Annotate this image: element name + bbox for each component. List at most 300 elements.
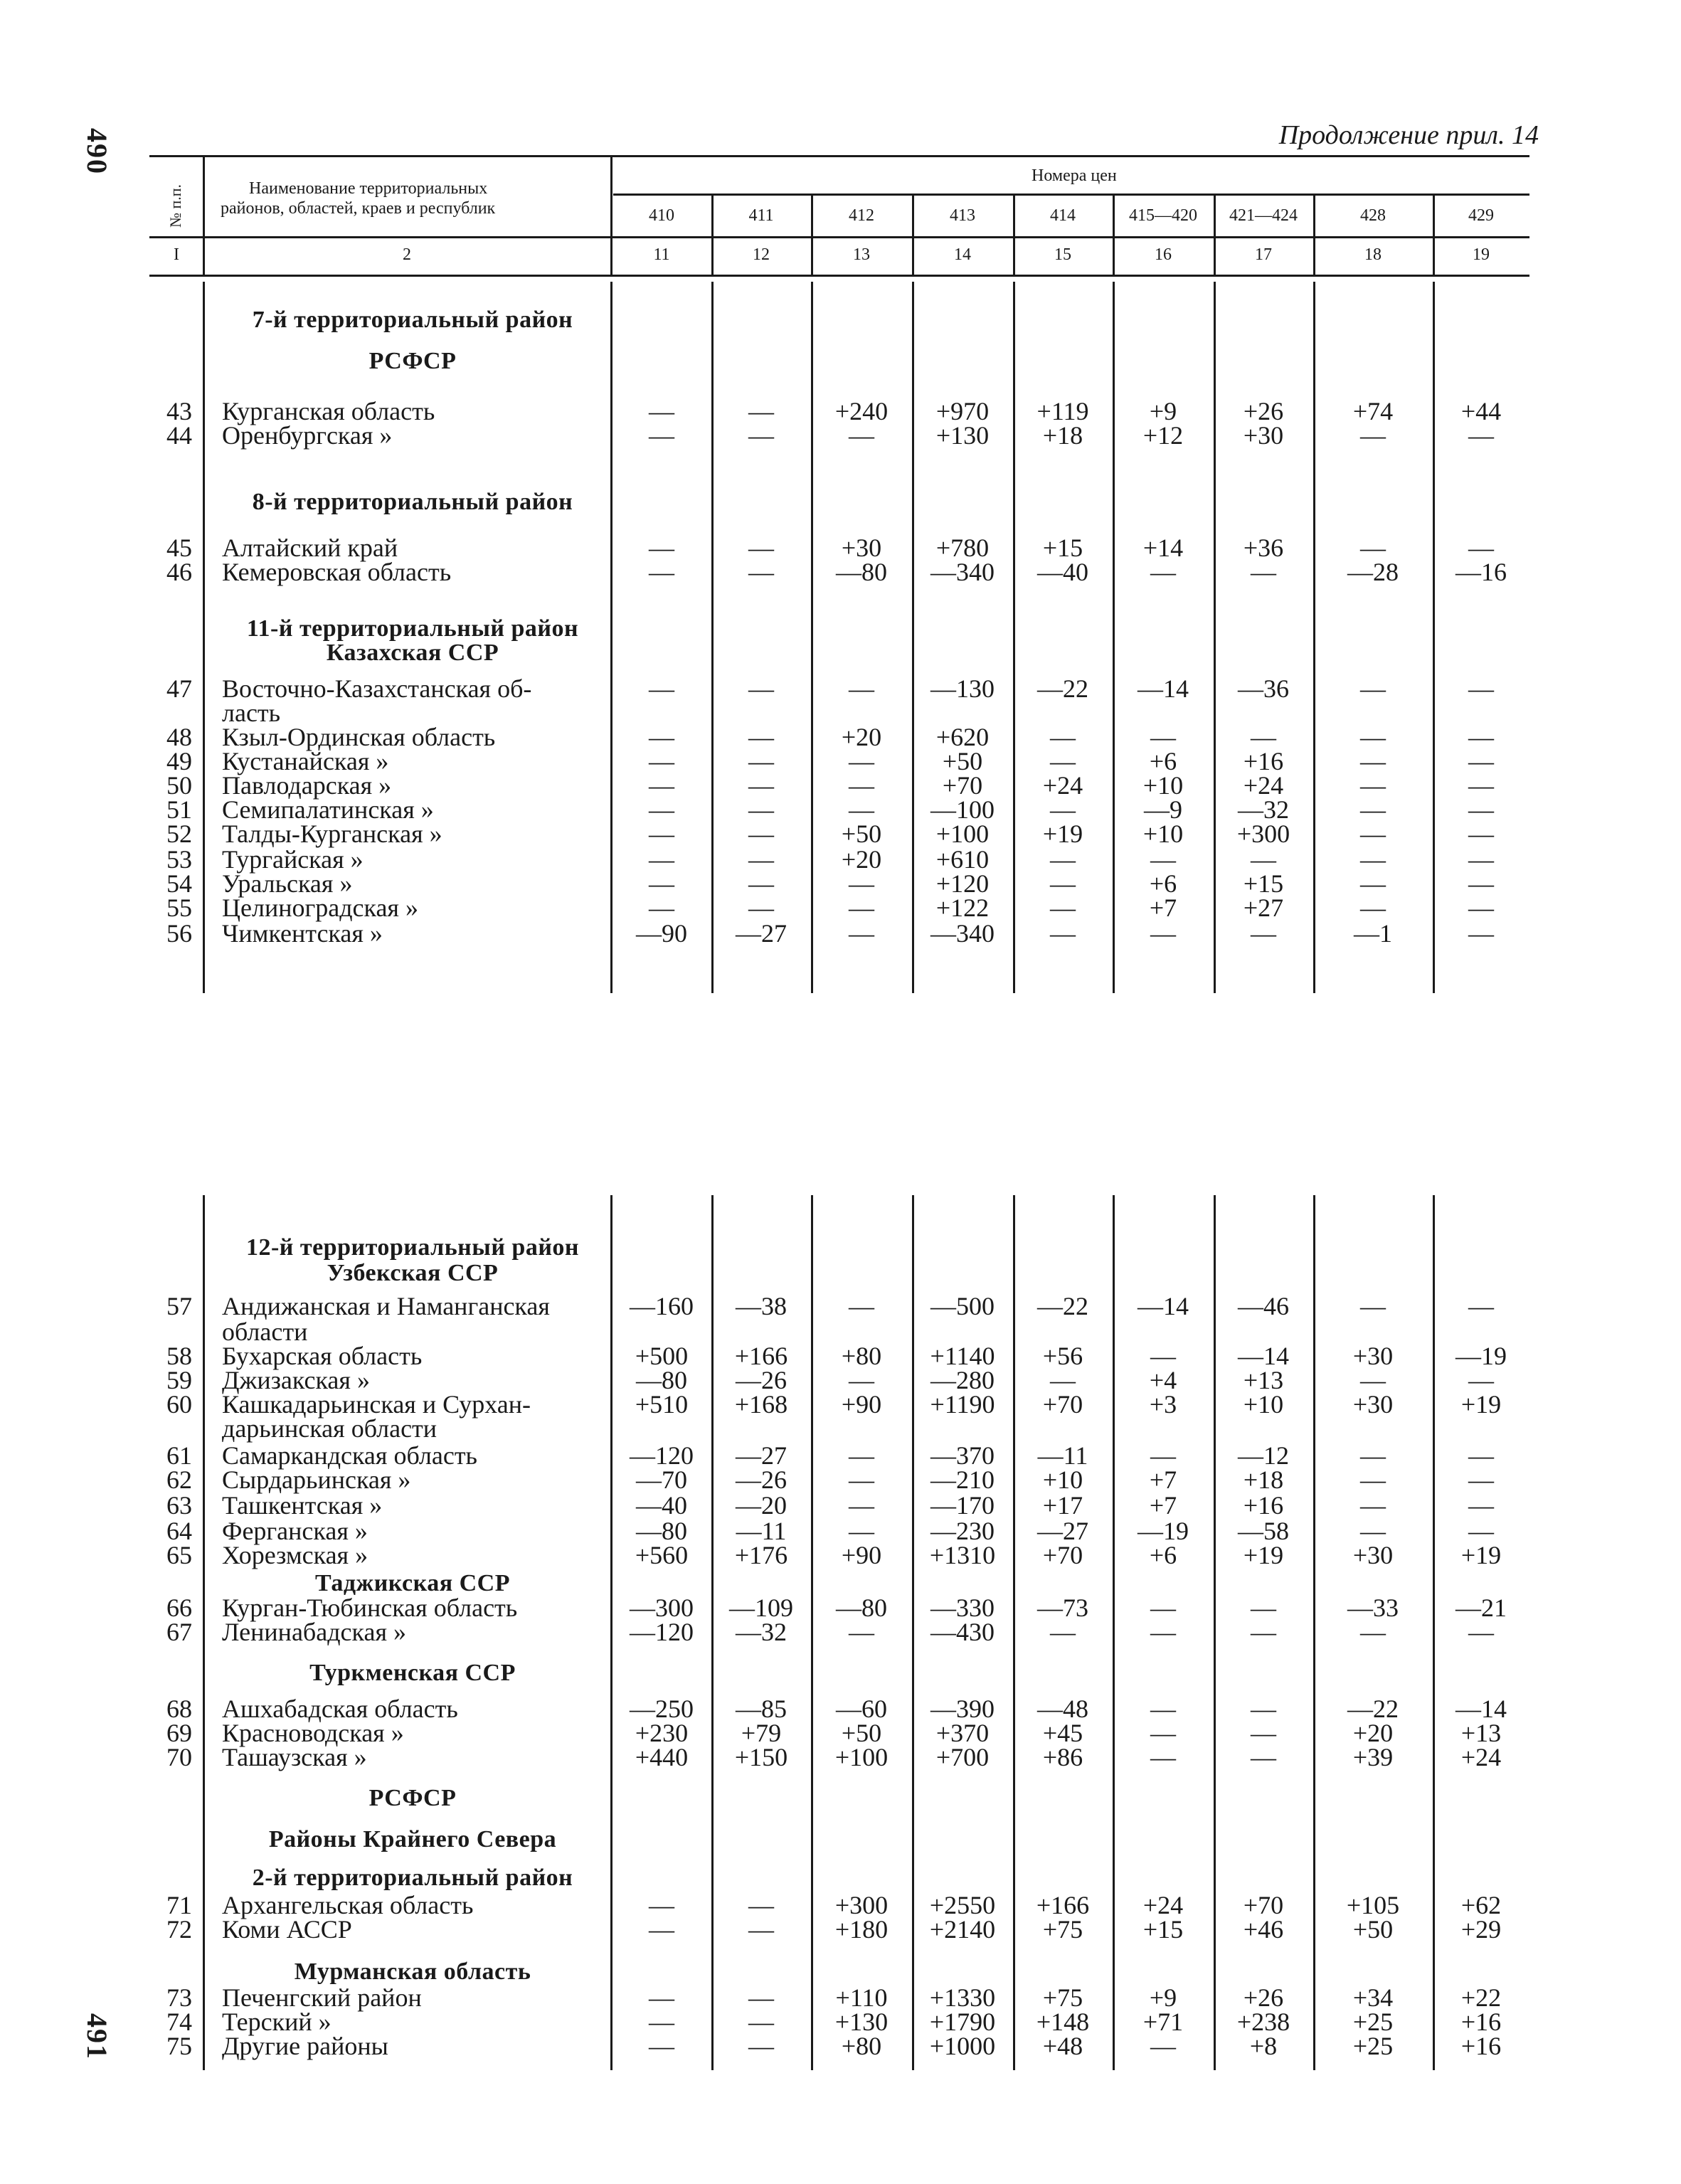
row-price-value: +620: [935, 723, 990, 751]
row-price-value: +10: [1142, 771, 1184, 800]
row-price-value: —11: [736, 1517, 787, 1545]
header-col-number: 16: [1155, 245, 1172, 264]
row-price-value: +1310: [929, 1541, 996, 1569]
row-price-value: —40: [1037, 558, 1088, 586]
header-col-number: 15: [1054, 245, 1071, 264]
table-row: [0, 1467, 1681, 1493]
row-price-value: —: [748, 771, 774, 800]
table-row: [0, 1293, 1681, 1319]
row-price-value: +440: [635, 1743, 689, 1771]
row-price-value: —32: [1238, 795, 1289, 824]
row-price-value: +238: [1236, 2008, 1290, 2036]
row-price-value: +18: [1042, 421, 1083, 450]
row-price-value: —: [1150, 845, 1176, 874]
table-row: [0, 1367, 1681, 1393]
row-price-value: +1190: [930, 1390, 995, 1419]
row-number: 48: [166, 723, 192, 751]
row-number: 53: [166, 845, 192, 874]
row-price-value: +168: [734, 1390, 788, 1419]
row-number: 66: [166, 1594, 192, 1622]
row-price-value: +70: [942, 771, 983, 800]
row-price-value: +1140: [930, 1342, 995, 1370]
row-price-value: +166: [1036, 1891, 1090, 1919]
row-number: 73: [166, 1983, 192, 2012]
row-price-value: —: [1360, 771, 1386, 800]
row-price-value: +86: [1042, 1743, 1083, 1771]
row-price-value: —: [849, 1441, 874, 1470]
row-price-value: —: [849, 747, 874, 775]
row-price-value: —22: [1037, 674, 1088, 703]
row-price-value: —: [1050, 795, 1076, 824]
table-row: [0, 1542, 1681, 1568]
section-8th-district: 8-й территориальный район: [252, 489, 573, 515]
table-row: [0, 423, 1681, 448]
row-price-value: +510: [635, 1390, 689, 1419]
row-region-name: Ферганская »: [222, 1517, 368, 1545]
row-region-name: Архангельская область: [222, 1891, 474, 1919]
section-kazakh-ssr: Казахская ССР: [326, 640, 499, 666]
row-number: 62: [166, 1465, 192, 1494]
row-price-value: +700: [935, 1743, 990, 1771]
row-price-value: +500: [635, 1342, 689, 1370]
header-col-number: 2: [403, 245, 411, 264]
row-price-value: +10: [1243, 1390, 1284, 1419]
row-price-value: +15: [1042, 534, 1083, 562]
header-col-number: 11: [653, 245, 670, 264]
row-price-value: +166: [734, 1342, 788, 1370]
row-price-value: —: [649, 894, 674, 922]
row-region-name: Курганская область: [222, 397, 435, 425]
row-price-value: —340: [930, 919, 995, 948]
row-number: 65: [166, 1541, 192, 1569]
row-price-value: —: [1360, 1441, 1386, 1470]
row-price-value: +4: [1149, 1366, 1177, 1394]
header-price-col: 410: [649, 206, 674, 225]
row-price-value: —: [1050, 723, 1076, 751]
row-price-value: +15: [1243, 869, 1284, 898]
row-region-name: дарьинская области: [222, 1414, 438, 1443]
row-price-value: +100: [935, 820, 990, 848]
row-region-name: Хорезмская »: [222, 1541, 368, 1569]
row-price-value: +39: [1352, 1743, 1394, 1771]
row-price-value: —9: [1144, 795, 1182, 824]
row-price-value: +45: [1042, 1719, 1083, 1747]
row-price-value: —: [649, 820, 674, 848]
row-price-value: —1: [1354, 919, 1392, 948]
row-price-value: —: [1251, 1743, 1276, 1771]
row-price-value: —46: [1238, 1292, 1289, 1320]
row-price-value: +46: [1243, 1915, 1284, 1944]
header-price-col: 412: [849, 206, 874, 225]
table-row: [0, 1619, 1681, 1645]
section-turkmen-ssr: Туркменская ССР: [309, 1660, 516, 1686]
row-price-value: —: [849, 1491, 874, 1520]
row-price-value: —: [1050, 1366, 1076, 1394]
row-price-value: +25: [1352, 2008, 1394, 2036]
row-price-value: +10: [1042, 1465, 1083, 1494]
row-price-value: —48: [1037, 1695, 1088, 1723]
row-price-value: —: [649, 723, 674, 751]
row-number: 71: [166, 1891, 192, 1919]
row-region-name: Самаркандская область: [222, 1441, 477, 1470]
row-price-value: —: [1150, 1618, 1176, 1646]
section-rsfsr-upper: РСФСР: [368, 348, 457, 374]
row-region-name: Ашхабадская область: [222, 1695, 458, 1723]
table-row: [0, 700, 1681, 726]
row-price-value: —: [1251, 1594, 1276, 1622]
row-price-value: +20: [841, 723, 882, 751]
row-price-value: —58: [1238, 1517, 1289, 1545]
row-number: 57: [166, 1292, 192, 1320]
row-price-value: —: [1468, 1618, 1494, 1646]
row-region-name: Оренбургская »: [222, 421, 393, 450]
page-number-top: 490: [81, 128, 113, 175]
row-price-value: —: [1150, 558, 1176, 586]
row-price-value: +1000: [929, 2032, 996, 2060]
row-price-value: —33: [1347, 1594, 1399, 1622]
header-name-label-2: районов, областей, краев и республик: [221, 199, 496, 218]
row-price-value: +24: [1243, 771, 1284, 800]
row-price-value: +20: [1352, 1719, 1394, 1747]
section-far-north: Районы Крайнего Севера: [268, 1826, 557, 1852]
row-price-value: +6: [1149, 747, 1177, 775]
table-row: [0, 724, 1681, 750]
row-price-value: +44: [1460, 397, 1502, 425]
row-price-value: —: [1150, 1594, 1176, 1622]
row-price-value: —: [1150, 919, 1176, 948]
row-price-value: —: [748, 1983, 774, 2012]
row-price-value: —90: [636, 919, 687, 948]
header-bottom-rule: [149, 275, 1529, 277]
row-price-value: —: [1360, 1465, 1386, 1494]
row-price-value: —: [1360, 894, 1386, 922]
row-number: 47: [166, 674, 192, 703]
row-price-value: +110: [835, 1983, 888, 2012]
row-price-value: —: [1251, 919, 1276, 948]
row-region-name: Чимкентская »: [222, 919, 383, 948]
row-price-value: —: [1468, 723, 1494, 751]
row-price-value: —19: [1138, 1517, 1189, 1545]
row-price-value: +180: [834, 1915, 889, 1944]
row-price-value: +15: [1142, 1915, 1184, 1944]
row-price-value: +50: [942, 747, 983, 775]
row-price-value: +1330: [929, 1983, 996, 2012]
row-number: 63: [166, 1491, 192, 1520]
row-price-value: —: [748, 1915, 774, 1944]
row-price-value: —: [849, 1618, 874, 1646]
row-price-value: +7: [1149, 1491, 1177, 1520]
row-price-value: —12: [1238, 1441, 1289, 1470]
table-row: [0, 921, 1681, 946]
row-region-name: Сырдарьинская »: [222, 1465, 411, 1494]
row-price-value: +50: [841, 820, 882, 848]
row-price-value: +75: [1042, 1983, 1083, 2012]
row-price-value: —340: [930, 558, 995, 586]
row-price-value: —: [849, 421, 874, 450]
row-price-value: —: [748, 869, 774, 898]
row-price-value: +122: [935, 894, 990, 922]
row-region-name: Другие районы: [222, 2032, 388, 2060]
row-price-value: —21: [1455, 1594, 1507, 1622]
row-region-name: Алтайский край: [222, 534, 398, 562]
row-region-name: ласть: [222, 699, 281, 727]
row-number: 43: [166, 397, 192, 425]
row-number: 59: [166, 1366, 192, 1394]
header-price-rule: [613, 194, 1529, 196]
row-price-value: +16: [1243, 1491, 1284, 1520]
row-price-value: +30: [1352, 1390, 1394, 1419]
row-price-value: +10: [1142, 820, 1184, 848]
row-price-value: —36: [1238, 674, 1289, 703]
table-row: [0, 1892, 1681, 1918]
section-rsfsr-lower: РСФСР: [368, 1785, 457, 1811]
row-price-value: —26: [736, 1366, 787, 1394]
table-row: [0, 773, 1681, 798]
table-row: [0, 2009, 1681, 2035]
row-price-value: +19: [1243, 1541, 1284, 1569]
row-price-value: +18: [1243, 1465, 1284, 1494]
row-price-value: +130: [834, 2008, 889, 2036]
table-row: [0, 676, 1681, 701]
table-row: [0, 398, 1681, 424]
table-row: [0, 1518, 1681, 1544]
row-price-value: —: [649, 558, 674, 586]
row-price-value: —85: [736, 1695, 787, 1723]
header-price-col: 415—420: [1129, 206, 1197, 225]
table-row: [0, 1595, 1681, 1621]
row-price-value: —: [748, 534, 774, 562]
row-price-value: —120: [630, 1618, 694, 1646]
row-price-value: —: [649, 674, 674, 703]
row-price-value: —: [1360, 795, 1386, 824]
row-number: 70: [166, 1743, 192, 1771]
table-row: [0, 1493, 1681, 1518]
row-price-value: —: [1251, 1618, 1276, 1646]
row-price-value: +80: [841, 1342, 882, 1370]
row-price-value: —20: [736, 1491, 787, 1520]
row-price-value: +16: [1243, 747, 1284, 775]
row-number: 56: [166, 919, 192, 948]
row-price-value: —280: [930, 1366, 995, 1394]
row-price-value: —: [1360, 869, 1386, 898]
header-col-number: I: [174, 245, 179, 264]
row-price-value: —14: [1238, 1342, 1289, 1370]
row-price-value: +148: [1036, 2008, 1090, 2036]
row-price-value: —27: [736, 1441, 787, 1470]
row-price-value: —: [1050, 869, 1076, 898]
row-price-value: +9: [1149, 397, 1177, 425]
row-price-value: +13: [1460, 1719, 1502, 1747]
row-price-value: —: [748, 2032, 774, 2060]
row-price-value: —: [748, 894, 774, 922]
row-price-value: —: [748, 2008, 774, 2036]
row-price-value: —: [849, 869, 874, 898]
table-row: [0, 1343, 1681, 1369]
row-number: 74: [166, 2008, 192, 2036]
row-price-value: —40: [636, 1491, 687, 1520]
row-price-value: +6: [1149, 869, 1177, 898]
row-price-value: +62: [1460, 1891, 1502, 1919]
header-col-number: 13: [853, 245, 870, 264]
row-price-value: —: [849, 1465, 874, 1494]
row-number: 55: [166, 894, 192, 922]
row-region-name: Курган-Тюбинская область: [222, 1594, 518, 1622]
row-price-value: —100: [930, 795, 995, 824]
row-price-value: +370: [935, 1719, 990, 1747]
table-row: [0, 1917, 1681, 1942]
row-region-name: Терский »: [222, 2008, 332, 2036]
row-price-value: +176: [734, 1541, 788, 1569]
row-price-value: —: [1468, 747, 1494, 775]
row-price-value: +25: [1352, 2032, 1394, 2060]
table-row: [0, 1391, 1681, 1417]
row-price-value: —22: [1037, 1292, 1088, 1320]
row-region-name: Ленинабадская »: [222, 1618, 406, 1646]
row-price-value: —: [748, 1891, 774, 1919]
row-number: 58: [166, 1342, 192, 1370]
row-price-value: +300: [1236, 820, 1290, 848]
header-price-col: 413: [950, 206, 975, 225]
header-col-number: 18: [1364, 245, 1382, 264]
row-price-value: —: [1150, 2032, 1176, 2060]
row-price-value: +16: [1460, 2008, 1502, 2036]
row-price-value: —: [1251, 1695, 1276, 1723]
row-price-value: —32: [736, 1618, 787, 1646]
row-price-value: —: [1150, 1719, 1176, 1747]
row-price-value: —: [1360, 845, 1386, 874]
row-price-value: —: [1360, 1517, 1386, 1545]
row-price-value: —: [1360, 1366, 1386, 1394]
row-region-name: Павлодарская »: [222, 771, 392, 800]
row-price-value: +74: [1352, 397, 1394, 425]
section-7th-district: 7-й территориальный район: [252, 307, 573, 333]
row-price-value: —14: [1138, 674, 1189, 703]
row-price-value: —: [849, 894, 874, 922]
row-region-name: Целиноградская »: [222, 894, 418, 922]
row-price-value: —: [748, 845, 774, 874]
row-region-name: Восточно-Казахстанская об-: [222, 674, 532, 703]
row-region-name: Уральская »: [222, 869, 353, 898]
row-price-value: +26: [1243, 397, 1284, 425]
row-price-value: +27: [1243, 894, 1284, 922]
row-price-value: +12: [1142, 421, 1184, 450]
row-region-name: Талды-Курганская »: [222, 820, 442, 848]
row-price-value: —: [649, 2008, 674, 2036]
header-name-label-1: Наименование территориальных: [249, 179, 488, 198]
row-price-value: +29: [1460, 1915, 1502, 1944]
row-price-value: —370: [930, 1441, 995, 1470]
table-row: [0, 1443, 1681, 1468]
row-price-value: —11: [1037, 1441, 1088, 1470]
row-price-value: +30: [841, 534, 882, 562]
row-price-value: —14: [1138, 1292, 1189, 1320]
table-row: [0, 2033, 1681, 2059]
row-price-value: —: [1468, 919, 1494, 948]
row-price-value: —: [1468, 421, 1494, 450]
table-row: [0, 895, 1681, 921]
header-price-col: 414: [1050, 206, 1076, 225]
table-row: [0, 871, 1681, 896]
row-price-value: —: [649, 747, 674, 775]
row-price-value: —: [1468, 1517, 1494, 1545]
row-price-value: +7: [1149, 1465, 1177, 1494]
row-price-value: +230: [635, 1719, 689, 1747]
row-price-value: —: [748, 747, 774, 775]
row-price-value: —: [1360, 747, 1386, 775]
header-price-col: 428: [1360, 206, 1386, 225]
row-price-value: —80: [836, 558, 887, 586]
row-price-value: +120: [935, 869, 990, 898]
row-price-value: +9: [1149, 1983, 1177, 2012]
row-price-value: —250: [630, 1695, 694, 1723]
row-price-value: —: [649, 421, 674, 450]
row-price-value: +30: [1352, 1342, 1394, 1370]
row-number: 52: [166, 820, 192, 848]
row-price-value: —: [1468, 1441, 1494, 1470]
row-price-value: +22: [1460, 1983, 1502, 2012]
row-price-value: —: [849, 795, 874, 824]
row-price-value: —60: [836, 1695, 887, 1723]
row-price-value: —: [649, 2032, 674, 2060]
row-region-name: области: [222, 1318, 308, 1346]
row-number: 72: [166, 1915, 192, 1944]
row-price-value: —80: [636, 1517, 687, 1545]
row-price-value: +14: [1142, 534, 1184, 562]
row-price-value: —70: [636, 1465, 687, 1494]
row-price-value: +48: [1042, 2032, 1083, 2060]
row-price-value: —120: [630, 1441, 694, 1470]
row-price-value: —330: [930, 1594, 995, 1622]
row-price-value: —: [1468, 534, 1494, 562]
row-price-value: +970: [935, 397, 990, 425]
row-price-value: —: [849, 1292, 874, 1320]
row-price-value: —: [1468, 869, 1494, 898]
row-region-name: Ташкентская »: [222, 1491, 383, 1520]
row-price-value: —160: [630, 1292, 694, 1320]
row-price-value: +34: [1352, 1983, 1394, 2012]
row-price-value: —: [1468, 1366, 1494, 1394]
header-vline-421: [1313, 195, 1315, 275]
row-price-value: —: [1050, 1618, 1076, 1646]
section-11th-district: 11-й территориальный район: [246, 615, 579, 642]
row-region-name: Коми АССР: [222, 1915, 352, 1944]
row-price-value: +26: [1243, 1983, 1284, 2012]
row-number: 49: [166, 747, 192, 775]
header-prices-label: Номера цен: [1032, 166, 1117, 185]
row-price-value: +36: [1243, 534, 1284, 562]
row-number: 69: [166, 1719, 192, 1747]
row-price-value: +1790: [929, 2008, 996, 2036]
row-price-value: —73: [1037, 1594, 1088, 1622]
row-region-name: Андижанская и Наманганская: [222, 1292, 550, 1320]
row-price-value: —: [1360, 723, 1386, 751]
table-row: [0, 535, 1681, 561]
row-price-value: —: [649, 1983, 674, 2012]
row-price-value: +70: [1243, 1891, 1284, 1919]
table-row: [0, 821, 1681, 847]
row-price-value: +130: [935, 421, 990, 450]
row-price-value: +3: [1149, 1390, 1177, 1419]
table-row: [0, 559, 1681, 585]
row-price-value: —: [1150, 1342, 1176, 1370]
row-price-value: —27: [1037, 1517, 1088, 1545]
section-2nd-district: 2-й территориальный район: [252, 1865, 573, 1891]
row-price-value: +90: [841, 1390, 882, 1419]
row-price-value: +119: [1036, 397, 1089, 425]
row-price-value: +79: [741, 1719, 782, 1747]
table-row: [0, 748, 1681, 774]
row-price-value: +70: [1042, 1390, 1083, 1419]
